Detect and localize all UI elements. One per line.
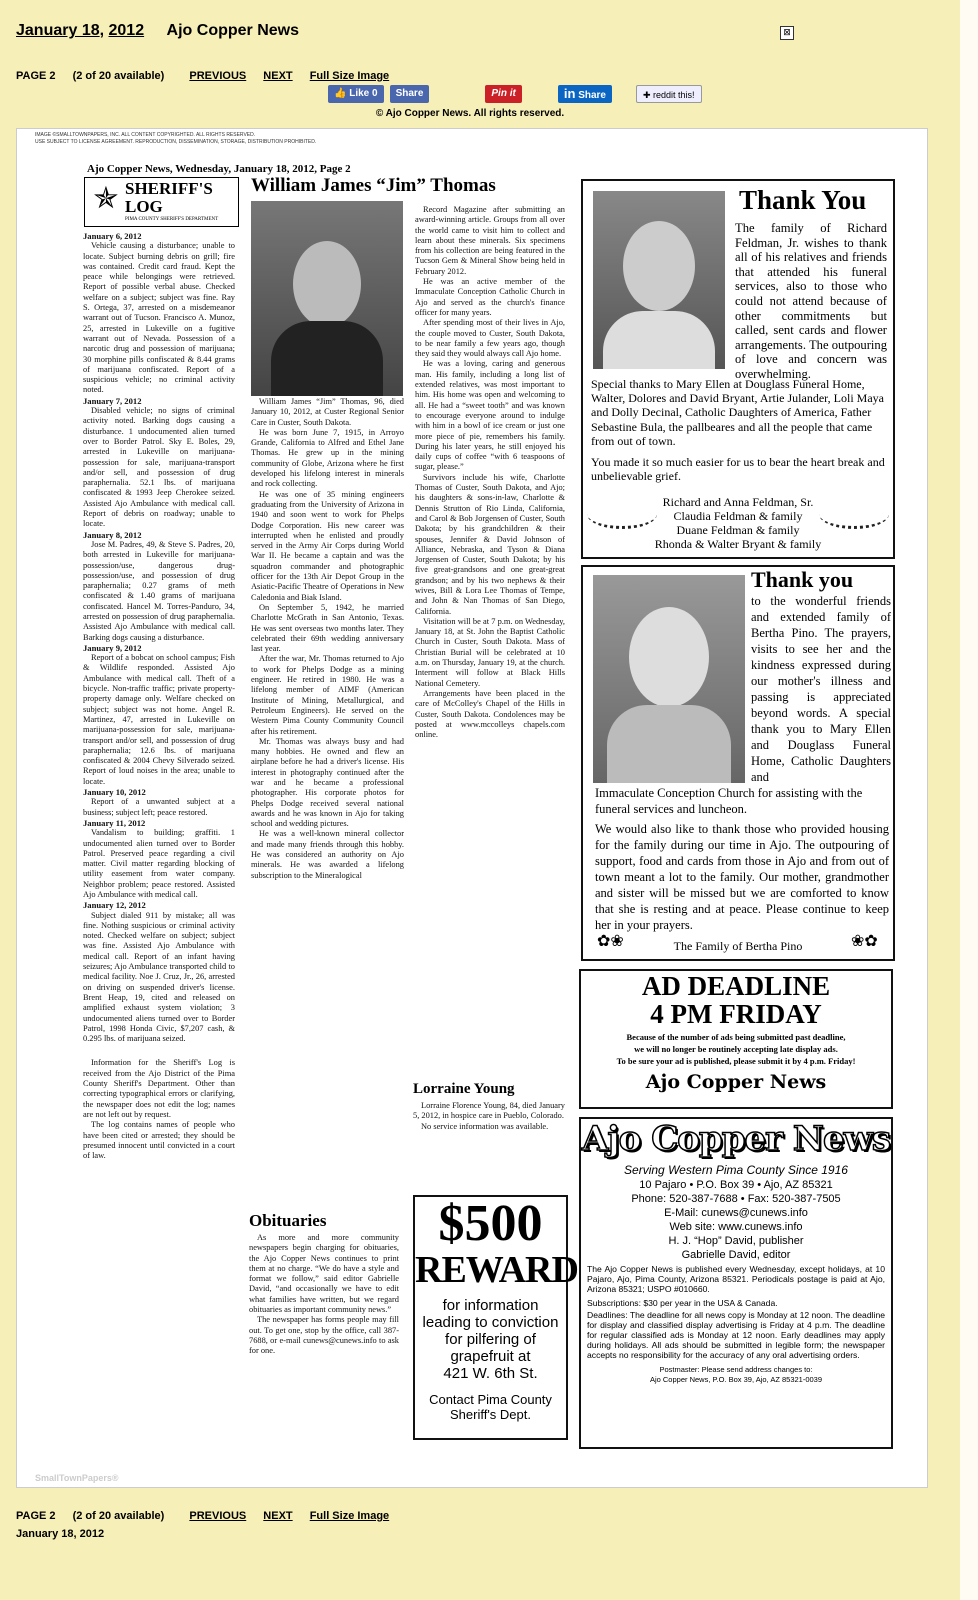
sheriff-title: SHERIFF'S	[125, 179, 213, 198]
flower-icon: ✿❀	[597, 933, 624, 950]
paragraph: The log contains names of people who have been cited or arrested; they should be presumed innocent until convicted in a court of law.	[83, 1120, 235, 1161]
masthead-contact: 10 Pajaro • P.O. Box 39 • Ajo, AZ 85321 Phone: 520-387-7688 • Fax: 520-387-7505 E-Mail: cunews@cunews.info Web site: www.cunews.info H. J. “Hop” David, publisher Gabrielle David, editor	[631, 1179, 841, 1261]
thank-you-body-2: to the wonderful friends and extended family of Bertha Pino. The prayers, visits to see her and the kindness expressed during our mother's illness and passing is appreciated beyond words. A special thank you to Mary Ellen and Douglass Funeral Home, Catholic Daughters and	[751, 594, 891, 784]
legal-line-1: IMAGE ©SMALLTOWNPAPERS, INC. ALL CONTENT COPYRIGHTED. ALL RIGHTS RESERVED.	[35, 132, 256, 138]
linkedin-share-button[interactable]: in Share	[558, 85, 612, 103]
sheriff-star-icon: ✯	[93, 182, 119, 215]
thank-you-special: Special thanks to Mary Ellen at Douglass Funeral Home, Walter, Dolores and David Bryant, Artie Julander, Loli Maya and Dolly Decinal, Catholic Daughters of America, Father Sebastine Bula, the pallbeares and all the people that came from out of town.	[591, 377, 884, 448]
log-entry: Report of a bobcat on school campus; Fish & Wildlife responded. Assisted Ajo Ambulance with medical call. Theft of a bicycle. Non-traffic traffic; private property-property damage only. Welfare checked on subject; subject was not home. Angel R. Martinez, 47, arrested in Lukeville on marijuana-possession for sale, marijuana-transport and/or sell, and possession of drug paraphernalia; 12.6 lbs. of marijuana confiscated & 2004 Chevy Silverado seized. Report of loud noises in the area; unable to locate.	[83, 653, 235, 786]
sheriff-log-column	[83, 231, 235, 1436]
bertha-pino-photo	[593, 575, 745, 783]
paragraph: On September 5, 1942, he married Charlotte McGrath in San Antonio, Texas. He was sent overseas two months later. They celebrated their 69th wedding anniversary last year.	[251, 602, 404, 654]
next-link[interactable]: NEXT	[263, 1510, 293, 1522]
sheriff-subtitle: LOG	[125, 197, 163, 216]
page-count: (2 of 20 available)	[72, 1510, 165, 1522]
paragraph: He was a well-known mineral collector and made many friends through this hobby. He was considered an authority on Ajo minerals. He was awarded a lifelong subscription to the Mineralogical	[251, 829, 404, 880]
thank-you-grief: You made it so much easier for us to bear the heart break and unbelievable grief.	[591, 455, 885, 483]
page-label: PAGE 2	[16, 1510, 56, 1522]
facebook-like-button[interactable]: 👍 Like 0	[328, 85, 384, 103]
masthead-title: Ajo Copper News	[582, 1119, 890, 1159]
next-link[interactable]: NEXT	[263, 70, 293, 82]
paragraph: Mr. Thomas was always busy and had many hobbies. He owned and flew an airplane before he had a driver's license. His interest in photography continued after the war and he became a professional photographer. His corporate photos for Phelps Dodge received several national awards and he was known in Ajo for taking school and wedding pictures.	[251, 736, 404, 829]
log-date: January 11, 2012	[83, 817, 146, 828]
masthead-tagline: Serving Western Pima County Since 1916	[624, 1163, 848, 1177]
top-nav	[16, 70, 403, 82]
log-entry: Report of a unwanted subject at a business; subject left; peace restored.	[83, 797, 235, 817]
year-link[interactable]: 2012	[108, 22, 145, 39]
pino-signature: The Family of Bertha Pino	[673, 939, 803, 953]
log-entry: Jose M. Padres, 49, & Steve S. Padres, 20, both arrested in Lukeville for marijuana-possession/use, dangerous drug-possession/use, and possession of drug paraphernalia; 0.27 grams of meth confiscated & 1.40 grams of marijuana confiscated. Hancel M. Torres-Panduro, 34, arrested on possession of drug paraphernalia. Assisted Ajo Ambulance with medical call. Barking dogs causing a disturbance.	[83, 539, 235, 642]
paragraph: Record Magazine after submitting an award-winning article. Groups from all over the world came to visit him to collect and learn about these minerals. Six specimens from his collection are being featured in the Tucson Gem & Mineral Show being held in February 2012.	[415, 205, 565, 276]
log-date: January 7, 2012	[83, 395, 142, 406]
thank-you-pino-ad	[581, 565, 895, 961]
footer-date: January 18, 2012	[16, 1528, 105, 1540]
flower-icon: ❀✿	[851, 933, 878, 950]
deadline-brand: Ajo Copper News	[645, 1071, 827, 1093]
thank-you-body-3: Immaculate Conception Church for assisting with the funeral services and luncheon.	[595, 786, 863, 816]
thank-you-heading-1: Thank You	[739, 185, 867, 215]
facebook-share-button[interactable]: Share	[390, 85, 430, 103]
jim-thomas-photo	[251, 201, 403, 396]
deadline-notice: Because of the number of ads being submitted past deadline, we will no longer be routinely accepting late display ads. To be sure your ad is published, please submit it by 4 p.m. Friday!	[616, 1032, 856, 1066]
thank-you-body-1: The family of Richard Feldman, Jr. wishes to thank all of his relatives and friends that attended his funeral services, also to those who could not attend because of other commitments but called, sent cards and flower arrangements. The outpouring of love and concern was overwhelming.	[735, 221, 887, 381]
obituary-column-2	[415, 205, 565, 1077]
paragraph: He was an active member of the Immaculate Conception Catholic Church in Ajo and served as the church's finance officer for many years.	[415, 277, 565, 317]
copyright-notice: © Ajo Copper News. All rights reserved.	[375, 108, 565, 119]
reward-amount: $500	[438, 1195, 543, 1252]
paragraph: Lorraine Florence Young, 84, died January 5, 2012, in hospice care in Pueblo, Colorado.	[413, 1101, 565, 1121]
paragraph: Visitation will be at 7 p.m. on Wednesday, January 18, at St. John the Baptist Catholic Church in Custer, South Dakota. Mass of Christian Burial will be celebrated at 10 a.m. on Thursday, January 19, at the church. Interment will follow at Black Hills National Cemetery.	[415, 616, 565, 688]
paragraph: After spending most of their lives in Ajo, the couple moved to Custer, South Dakota, to be near family a few years ago, though they said they would always call Ajo home.	[415, 318, 565, 359]
page-count: (2 of 20 available)	[72, 70, 165, 82]
ad-deadline-notice	[579, 969, 893, 1109]
paragraph: The newspaper has forms people may fill out. To get one, stop by the office, call 387-7688, or e-mail cunews@cunews.info to ask for one.	[249, 1315, 399, 1356]
obituary-column-1	[251, 397, 404, 1177]
masthead-box	[579, 1117, 893, 1449]
masthead-details: The Ajo Copper News is published every Wednesday, except holidays, at 10 Pajaro, Ajo, Pima County, Arizona 85321. Periodicals postage is paid at Ajo, Arizona 85321; USPO #010660. Subscriptions: $30 per year in the USA & Canada. Deadlines: The deadline for all news copy is Monday at 12 noon. The deadline for display and classified display advertising is Friday at 4 p.m. The deadline for regular classified ads is Monday at 12 noon. Early deadlines may apply during holidays. All ads should be submitted in legible form; the newspaper accepts no responsibility for the accuracy of any oral advertising orders. Postmaster: Please send address changes to: Ajo Copper News, P.O. Box 39, Ajo, AZ 85321-0039	[587, 1264, 885, 1384]
log-date: January 8, 2012	[83, 529, 142, 540]
lorraine-column	[413, 1101, 565, 1171]
log-date: January 6, 2012	[83, 231, 142, 241]
page-dateline: Ajo Copper News, Wednesday, January 18, 2012, Page 2	[87, 163, 351, 175]
page-header: January 18, 2012 Ajo Copper News	[16, 22, 300, 39]
close-icon[interactable]: ⊠	[780, 26, 794, 40]
feldman-photo	[593, 191, 725, 369]
previous-link[interactable]: PREVIOUS	[189, 1510, 247, 1522]
thank-you-feldman-ad	[581, 179, 895, 559]
pinterest-button[interactable]: Pin it	[485, 85, 521, 103]
paragraph: Information for the Sheriff's Log is received from the Ajo District of the Pima County Sheriff's Department. Other than correcting typographical errors or clarifying, the newspaper does not edit the log; names are not left out by request.	[83, 1058, 235, 1119]
obituaries-heading: Obituaries	[249, 1211, 327, 1230]
page-label: PAGE 2	[16, 70, 56, 82]
reward-text: for information leading to conviction for pilfering of grapefruit at 421 W. 6th St. Contact Pima County Sheriff's Dept.	[422, 1297, 559, 1422]
watermark: SmallTownPapers®	[35, 1473, 119, 1483]
reddit-button[interactable]: ✚ reddit this!	[636, 85, 702, 103]
reward-ad	[413, 1195, 578, 1440]
newspaper-page	[16, 128, 928, 1488]
legal-line-2: USE SUBJECT TO LICENSE AGREEMENT. REPRODUCTION, DISSEMINATION, STORAGE, DISTRIBUTION PROHIBITED.	[35, 139, 317, 145]
paragraph: Arrangements have been placed in the care of McColley's Chapel of the Hills in Custer, South Dakota. Condolences may be posted at www.mccolleys chapels.com online.	[415, 688, 565, 740]
sheriff-log-header	[84, 177, 239, 227]
feldman-signatures: Richard and Anna Feldman, Sr. Claudia Feldman & family Duane Feldman & family Rhonda & Walter Bryant & family	[654, 495, 822, 551]
log-date: January 9, 2012	[83, 642, 142, 653]
log-entry: Vehicle causing a disturbance; unable to locate. Subject burning debris on grill; fire was contained. Credit card fraud. Kept the peace while belongings were retrieved. Report of possible verbal abuse. Checked welfare on a subject; subject was fine. Ray S. Ortega, 37, arrested on a misdemeanor warrant out of Tucson. Francisco A. Munoz, 25, arrested in Lukeville on a fugitive warrant out of Nevada. Possession of a narcotic drug and possession of marijuana; 30 morphine pills confiscated & 8.44 grams of marijuana confiscated. Report of a suspicious vehicle; no criminal activity noted.	[83, 241, 235, 395]
log-entry: Subject dialed 911 by mistake; all was fine. Nothing suspicious or criminal activity noted. Checked welfare on subject; subject was fine. Assisted Ajo Ambulance with medical call. Report of an infant having seizures; Ajo Ambulance transported child to medical facility. Noe J. Cruz, Jr., 26, arrested on driving on suspended driver's license. Brent Heap, 19, cited and released on amplified exhaust system violation; 3 undocumented aliens turned over to Border Patrol, 1998 Honda Civic, $7,207 cash, & 0.295 lbs. of marijuana seized.	[83, 910, 235, 1044]
thank-you-body-4: We would also like to thank those who provided housing for the family during our time in Ajo. The outpouring of support, food and cards from those in Ajo and from out of town meant a lot to the family. Our mother, grandmother and sister will be missed but we are comforted to know that she is resting and at peace. Please continue to keep her in your prayers.	[595, 822, 889, 932]
paragraph: He was one of 35 mining engineers graduating from the University of Arizona in 1940 and soon went to work for Phelps Dodge Corporation. His new career was interrupted when he enlisted and proudly served in the Army Air Corps during World War II. He became a captain and was the squadron commander and photographic officer for the 13th Air Depot Group in the Asiatic-Pacific Theatre of Operations in New Caledonia and Biak Island.	[251, 489, 404, 602]
paragraph: He was a loving, caring and generous man. His family, including a long list of extended relatives, was most important to him. His home was open and welcoming to all. He had a “sweet tooth” and was known to encourage everyone around to indulge with him in a bowl of ice cream or just one more piece of pie, remembers his family. During his later years, he still enjoyed his daily cups of coffee “with 6 teaspoons of sugar, please.”	[415, 359, 565, 472]
full-size-link[interactable]: Full Size Image	[309, 70, 390, 82]
paragraph: As more and more community newspapers begin charging for obituaries, the Ajo Copper News continues to print them at no charge. “We do have a style and format we follow,” said editor Gabrielle David, “and occasionally we have to edit what families have written, but we regard obituaries as important community news.”	[249, 1233, 399, 1315]
log-entry: Disabled vehicle; no signs of criminal activity noted. Barking dogs causing a disturbance. 1 undocumented alien turned over to Border Patrol. Sky E. Boles, 29, arrested in Lukeville on marijuana-possession for sale, marijuana-transport and/or sell, and possession of drug paraphernalia. 52.1 lbs. of marijuana confiscated & 1993 Jeep Cherokee seized. Assisted Ajo Ambulance with medical call. Report of debris on roadway; unable to locate.	[83, 406, 235, 529]
log-date: January 10, 2012	[83, 787, 146, 798]
lorraine-heading: Lorraine Young	[413, 1081, 515, 1097]
paragraph: He was born June 7, 1915, in Arroyo Grande, California to Alfred and Ethel Jane Thomas. He grew up in the mining community of Globe, Arizona where he first developed his lifelong interest in minerals and rock collecting.	[251, 427, 404, 489]
obituary-headline: William James “Jim” Thomas	[251, 175, 496, 196]
date-link[interactable]: January 18	[16, 22, 100, 39]
publication-title: Ajo Copper News	[166, 22, 300, 39]
log-entry: Vandalism to building; graffiti. 1 undocumented alien turned over to Border Patrol. Preserved peace regarding a civil matter. Civil matter regarding blocking of utility easement from water company. Neighbor problem; peace restored. Assisted Ajo Ambulance with medical call.	[83, 828, 235, 899]
obituaries-column	[249, 1233, 399, 1443]
share-bar	[328, 85, 702, 103]
log-date: January 12, 2012	[83, 900, 146, 911]
paragraph: No service information was available.	[421, 1121, 549, 1131]
photo-caption: William James “Jim” Thomas, 96, died January 10, 2012, at Custer Regional Senior Care in Custer, South Dakota.	[251, 397, 404, 427]
reward-word: REWARD	[415, 1249, 578, 1291]
deadline-line-1: AD DEADLINE	[641, 971, 831, 1001]
paragraph: Survivors include his wife, Charlotte Thomas of Custer, South Dakota, and Ajo; his daughters & sons-in-law, Charlotte & Dennis Strutton of Rio Linda, California, and Carol & Bob Jorgensen of Custer, South Dakota; by his grandchildren & their spouses, Jennifer & David Johnson of Alliance, Nebraska, and Tyson & Diana Jorgensen of Custer, South Dakota; by his five great-grandsons and one great-great grandson; and by his two nephews & their wives, Bill & Lora Lee Thomas of Tempe, and John & Nan Thomas of San Diego, California.	[415, 472, 565, 616]
paragraph: After the war, Mr. Thomas returned to Ajo to work for Phelps Dodge as a mining engineer. He retired in 1980. He was a lifelong member of AIMF (American Institute of Mining, Metallurgical, and Petroleum Engineers). He served on the Western Pima County Community Council after his retirement.	[251, 654, 404, 736]
bottom-nav	[16, 1510, 403, 1522]
deadline-line-2: 4 PM FRIDAY	[650, 999, 822, 1029]
sheriff-department: PIMA COUNTY SHERIFF'S DEPARTMENT	[125, 217, 219, 222]
thank-you-heading-2: Thank you	[751, 567, 854, 592]
full-size-link[interactable]: Full Size Image	[309, 1510, 390, 1522]
previous-link[interactable]: PREVIOUS	[189, 70, 247, 82]
